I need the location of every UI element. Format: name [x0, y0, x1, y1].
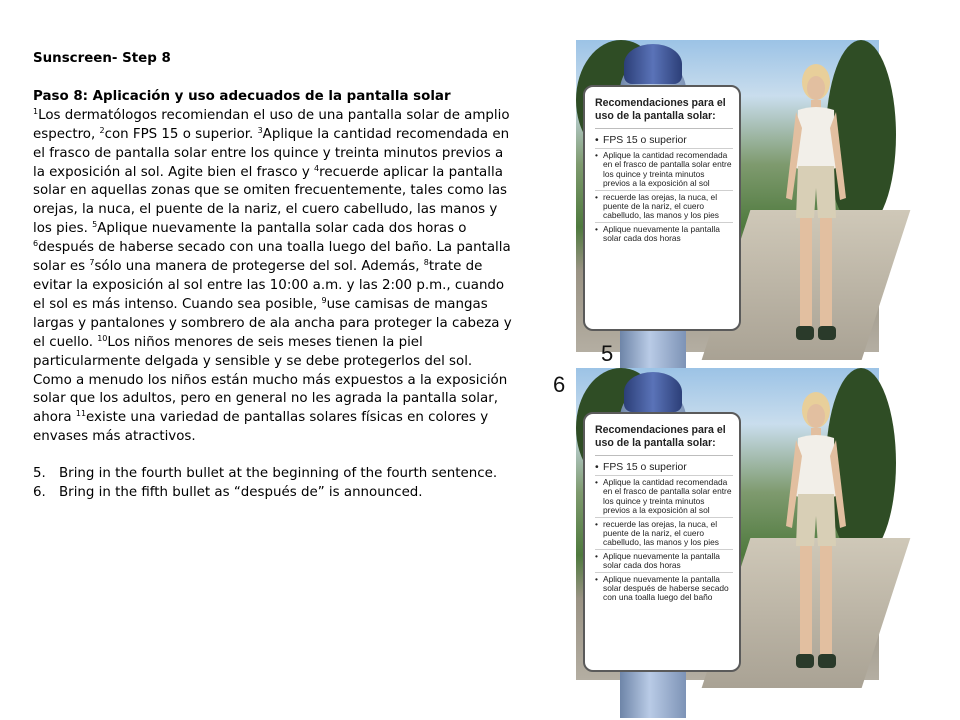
slide-6-image — [576, 368, 879, 680]
document-subtitle: Paso 8: Aplicación y uso adecuados de la pantalla solar — [33, 88, 451, 104]
note-text: Bring in the fourth bullet at the beginning of the fourth sentence. — [59, 466, 498, 482]
bullet-text: Aplique la cantidad recomendada en el frasco de pantalla solar entre los quince y treinta minutos previos a la exposición al sol — [603, 477, 732, 516]
note-item — [33, 465, 513, 484]
bullet-text: Aplique nuevamente la pantalla solar cada dos horas — [603, 550, 720, 571]
note-number: 5. — [33, 466, 46, 482]
divider — [595, 455, 733, 456]
bullet-icon: • — [595, 135, 599, 146]
bottle-cap — [624, 44, 682, 84]
recommendations-panel — [583, 85, 741, 366]
panel-bullet — [595, 223, 733, 245]
note-number: 6. — [33, 485, 46, 501]
panel-title: Recomendaciones para el uso de la pantalla solar: — [595, 424, 726, 449]
panel-bullet — [595, 518, 733, 550]
document-title: Sunscreen- Step 8 — [33, 51, 171, 66]
divider — [595, 128, 733, 129]
notes-list — [33, 465, 513, 503]
bullet-text: Aplique nuevamente la pantalla solar cada dos horas — [603, 223, 720, 244]
bullet-icon: • — [595, 191, 598, 202]
bullet-icon: • — [595, 518, 598, 529]
bullet-icon: • — [595, 550, 598, 561]
slide-number: 6 — [553, 372, 566, 397]
panel-bullets — [595, 133, 733, 245]
panel-bullet — [595, 550, 733, 573]
bullet-icon: • — [595, 477, 598, 487]
body-paragraph: $^1$Los dermatólogos recomiendan el uso de una pantalla solar de amplio espectro, $^2$con FPS 15 o superior. $^3$Aplique la cantidad recomendada en el frasco de pantalla solar entre los quince y treinta minutos previos a la exposición al sol. Agite bien el frasco y $^4$recuerde aplicar la pantalla solar en aquellas zonas que se omiten frecuentemente, tales como las orejas, la nuca, el puente de la nariz, el cuero cabelludo, las manos y los pies. $^5$Aplique nuevamente la pantalla solar cada dos horas o $^6$después de haberse secado con una toalla luego del baño. La pantalla solar es $^7$sólo una manera de protegerse del sol. Además, $^8$trate de evitar la exposición al sol entre las 10:00 a.m. y las 2:00 p.m., cuando el sol es más intenso. Cuando sea posible, $^9$use camisas de mangas largas y pantalones y sombrero de ala ancha para proteger la cabeza y el cuello. $^{10}$Los niños menores de seis meses tienen la piel particularmente delgada y sensible y se debe protegerlos del sol. Como a menudo los niños están mucho más expuestos a la exposición solar que los adultos, pero en general no les agrada la pantalla solar, ahora $^{11}$existe una variedad de pantallas solares físicas en colores y envases más atractivos. — [33, 106, 512, 445]
bullet-icon: • — [595, 223, 598, 234]
bullet-text: FPS 15 o superior — [603, 462, 687, 473]
panel-bullet — [595, 191, 733, 223]
panel-bullets — [595, 460, 733, 604]
bullet-text: FPS 15 o superior — [603, 135, 687, 146]
panel-bullet — [595, 476, 733, 518]
panel-bullet — [595, 149, 733, 191]
panel-title: Recomendaciones para el uso de la pantalla solar: — [595, 97, 726, 122]
bullet-text: recuerde las orejas, la nuca, el puente de la nariz, el cuero cabelludo, las manos y los pies — [603, 518, 719, 548]
panel-bullet — [595, 460, 733, 476]
panel-bullet — [595, 573, 733, 604]
bullet-icon: • — [595, 150, 598, 160]
slide-5-image — [576, 40, 879, 366]
bullet-text: Aplique nuevamente la pantalla solar después de haberse secado con una toalla luego del baño — [603, 573, 729, 603]
note-item — [33, 484, 513, 503]
slide-number: 5 — [601, 341, 614, 366]
woman-figure — [776, 386, 856, 680]
bullet-text: Aplique la cantidad recomendada en el frasco de pantalla solar entre los quince y treinta minutos previos a la exposición al sol — [603, 150, 732, 189]
woman-figure — [776, 58, 856, 352]
bullet-text: recuerde las orejas, la nuca, el puente de la nariz, el cuero cabelludo, las manos y los pies — [603, 191, 719, 221]
note-text: Bring in the fifth bullet as “después de” is announced. — [59, 485, 423, 501]
recommendations-panel — [583, 412, 741, 672]
panel-bullet — [595, 133, 733, 149]
bottle-cap — [624, 372, 682, 412]
bullet-icon: • — [595, 462, 599, 473]
bullet-icon: • — [595, 573, 598, 584]
document-text — [33, 50, 513, 503]
